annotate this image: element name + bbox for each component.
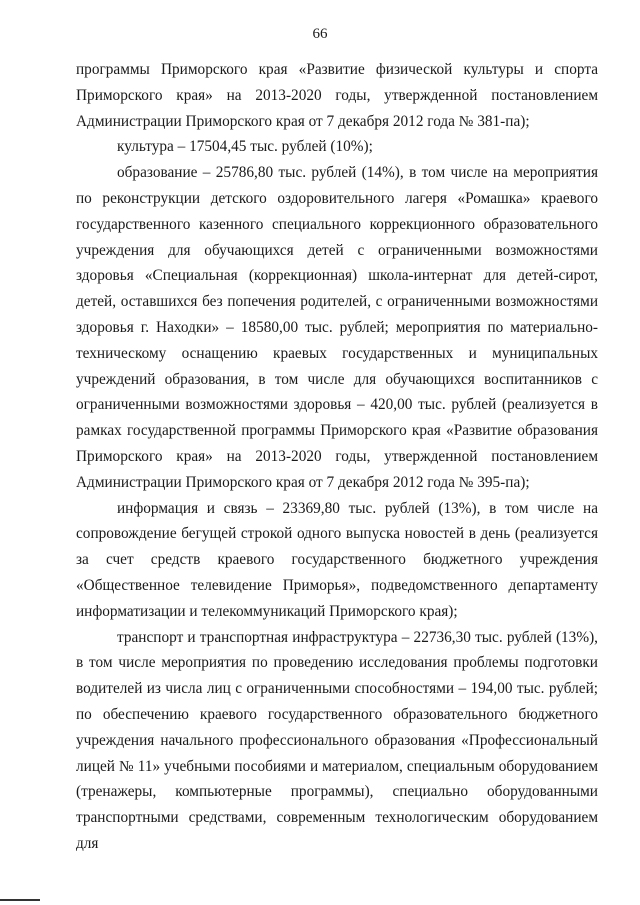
paragraph-sport-program-tail: программы Приморского края «Развитие физической культуры и спорта Приморского края» на 2013-2020 годы, утвержденной постановлением Администрации Приморского края от 7 декабря 2012 года № 381-па); xyxy=(76,61,598,130)
paragraph-transport: транспорт и транспортная инфраструктура – 22736,30 тыс. рублей (13%), в том числе мероприятия по проведению исследования проблемы подготовки водителей из числа лиц с ограниченными способностями – 194,00 тыс. рублей; по обеспечению краевого государственного образовательного бюджетного учреждения начального профессионального образования «Профессиональный лицей № 11» учебными пособиями и материалом, специальным оборудованием (тренажеры, компьютерные программы), специально оборудованными транспортными средствами, современным технологическим оборудованием для xyxy=(76,628,598,852)
scan-edge-mark xyxy=(0,899,40,901)
document-body xyxy=(76,57,598,857)
paragraph-culture: культура – 17504,45 тыс. рублей (10%); xyxy=(117,138,373,156)
paragraph-education: образование – 25786,80 тыс. рублей (14%), в том числе на мероприятия по реконструкции детского оздоровительного лагеря «Ромашка» краевого государственного казенного специального коррекционного образовательного учреждения для обучающихся детей с ограниченными возможностями здоровья «Специальная (коррекционная) школа-интернат для детей-сирот, детей, оставшихся без попечения родителей, с ограниченными возможностями здоровья г. Находки» – 18580,00 тыс. рублей; мероприятия по материально-техническому оснащению краевых государственных и муниципальных учреждений образования, в том числе для обучающихся воспитанников с ограниченными возможностями здоровья – 420,00 тыс. рублей (реализуется в рамках государственной программы Приморского края «Развитие образования Приморского края» на 2013-2020 годы, утвержденной постановлением Администрации Приморского края от 7 декабря 2012 года № 395-па); xyxy=(76,164,598,491)
paragraph-information-communication: информация и связь – 23369,80 тыс. рублей (13%), в том числе на сопровождение бегущей строкой одного выпуска новостей в день (реализуется за счет средств краевого государственного бюджетного учреждения «Общественное телевидение Приморья», подведомственного департаменту информатизации и телекоммуникаций Приморского края); xyxy=(76,499,598,620)
page-number: 66 xyxy=(312,26,328,42)
